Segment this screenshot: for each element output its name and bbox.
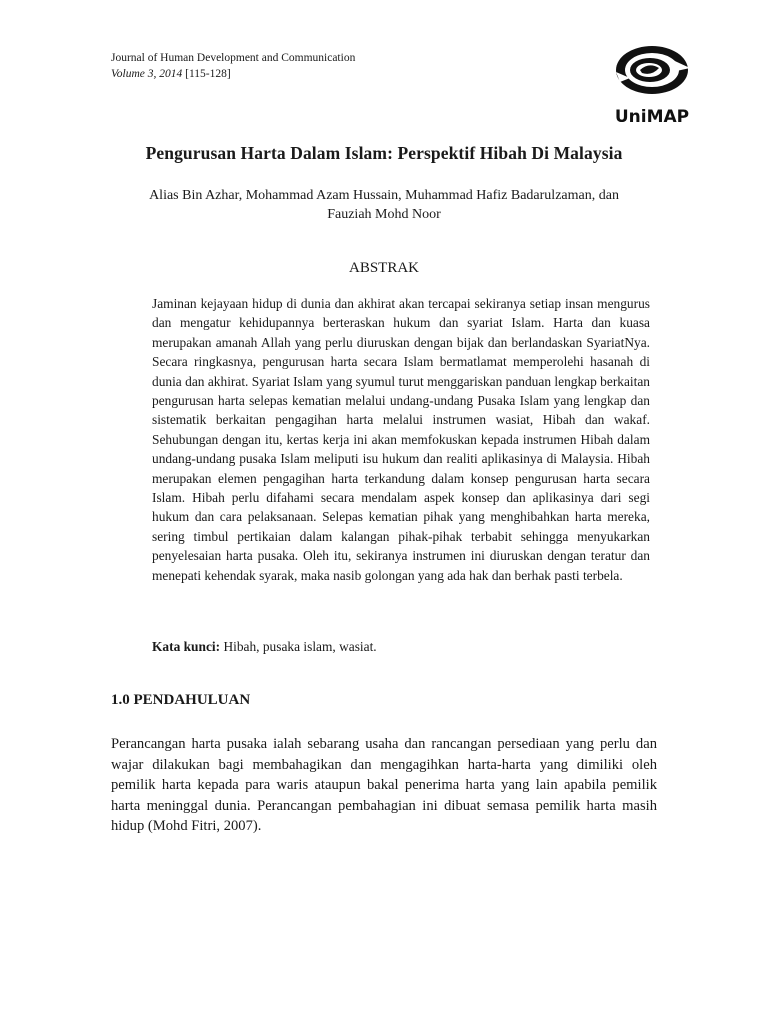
abstract-body: Jaminan kejayaan hidup di dunia dan akhirat akan tercapai sekiranya setiap insan mengurus dan mengatur kehidupannya berteraskan hukum dan syariat Islam. Harta dan kuasa merupakan amanah Allah yang perlu diuruskan dengan bijak dan berlandaskan SyariatNya. Secara ringkasnya, pengurusan harta secara Islam bermatlamat memperolehi hasanah di dunia dan akhirat. Syariat Islam yang syumul turut menggariskan panduan lengkap berkaitan pengurusan harta selepas kematian melalui undang-undang Pusaka Islam yang lengkap dan sistematik berkaitan pengagihan harta melalui instrumen wasiat, Hibah dan wakaf. Sehubungan dengan itu, kertas kerja ini akan memfokuskan kepada instrumen Hibah dalam undang-undang pusaka Islam meliputi isu hukum dan realiti aplikasinya di Malaysia. Hibah merupakan elemen pengagihan harta terkandung dalam konsep pengurusan harta secara Islam. Hibah perlu difahami secara mendalam aspek konsep dan aplikasinya dari segi hukum dan cara pelaksanaan. Selepas kematian pihak yang menghibahkan harta mereka, sering timbul pertikaian dalam kalangan pihak-pihak terbabit sehingga menyukarkan penyelesaian harta pusaka. Oleh itu, sekiranya instrumen ini diuruskan dengan teratur dan menepati kehendak syarak, maka nasib golongan yang ada hak dan berhak pasti terbela. [152,296,650,583]
author-line-2: Fauziah Mohd Noor [327,207,441,222]
keywords-list: Hibah, pusaka islam, wasiat. [223,639,377,654]
unimap-logo-icon [612,42,692,128]
section-title: PENDAHULUAN [133,692,251,708]
author-line-1: Alias Bin Azhar, Mohammad Azam Hussain, Muhammad Hafiz Badarulzaman, dan [149,188,619,203]
abstract-heading: ABSTRAK [348,260,419,276]
section-heading [111,692,250,709]
keywords [152,637,650,656]
journal-volume: Volume 3, 2014 [111,68,183,80]
section-number: 1.0 [111,692,130,708]
logo-wordmark: UniMAP [614,107,690,127]
journal-header [111,50,355,82]
section-body: Perancangan harta pusaka ialah sebarang usaha dan rancangan persediaan yang perlu dan wajar dilakukan bagi membahagikan dan mengagihkan harta-harta yang dimiliki oleh pemilik harta kepada para waris ataupun bakal penerima harta yang lain apabila pemilik harta meninggal dunia. Perancangan pembahagian ini dibuat semasa pemilik harta masih hidup (Mohd Fitri, 2007). [111,736,657,835]
unimap-logo [612,42,692,128]
journal-pages: [115-128] [185,68,231,80]
keywords-label: Kata kunci: [152,639,221,654]
journal-volume-line [111,66,355,82]
author-list [100,186,668,224]
journal-name: Journal of Human Development and Communication [111,52,356,64]
paper-title: Pengurusan Harta Dalam Islam: Perspektif Hibah Di Malaysia [145,143,623,163]
